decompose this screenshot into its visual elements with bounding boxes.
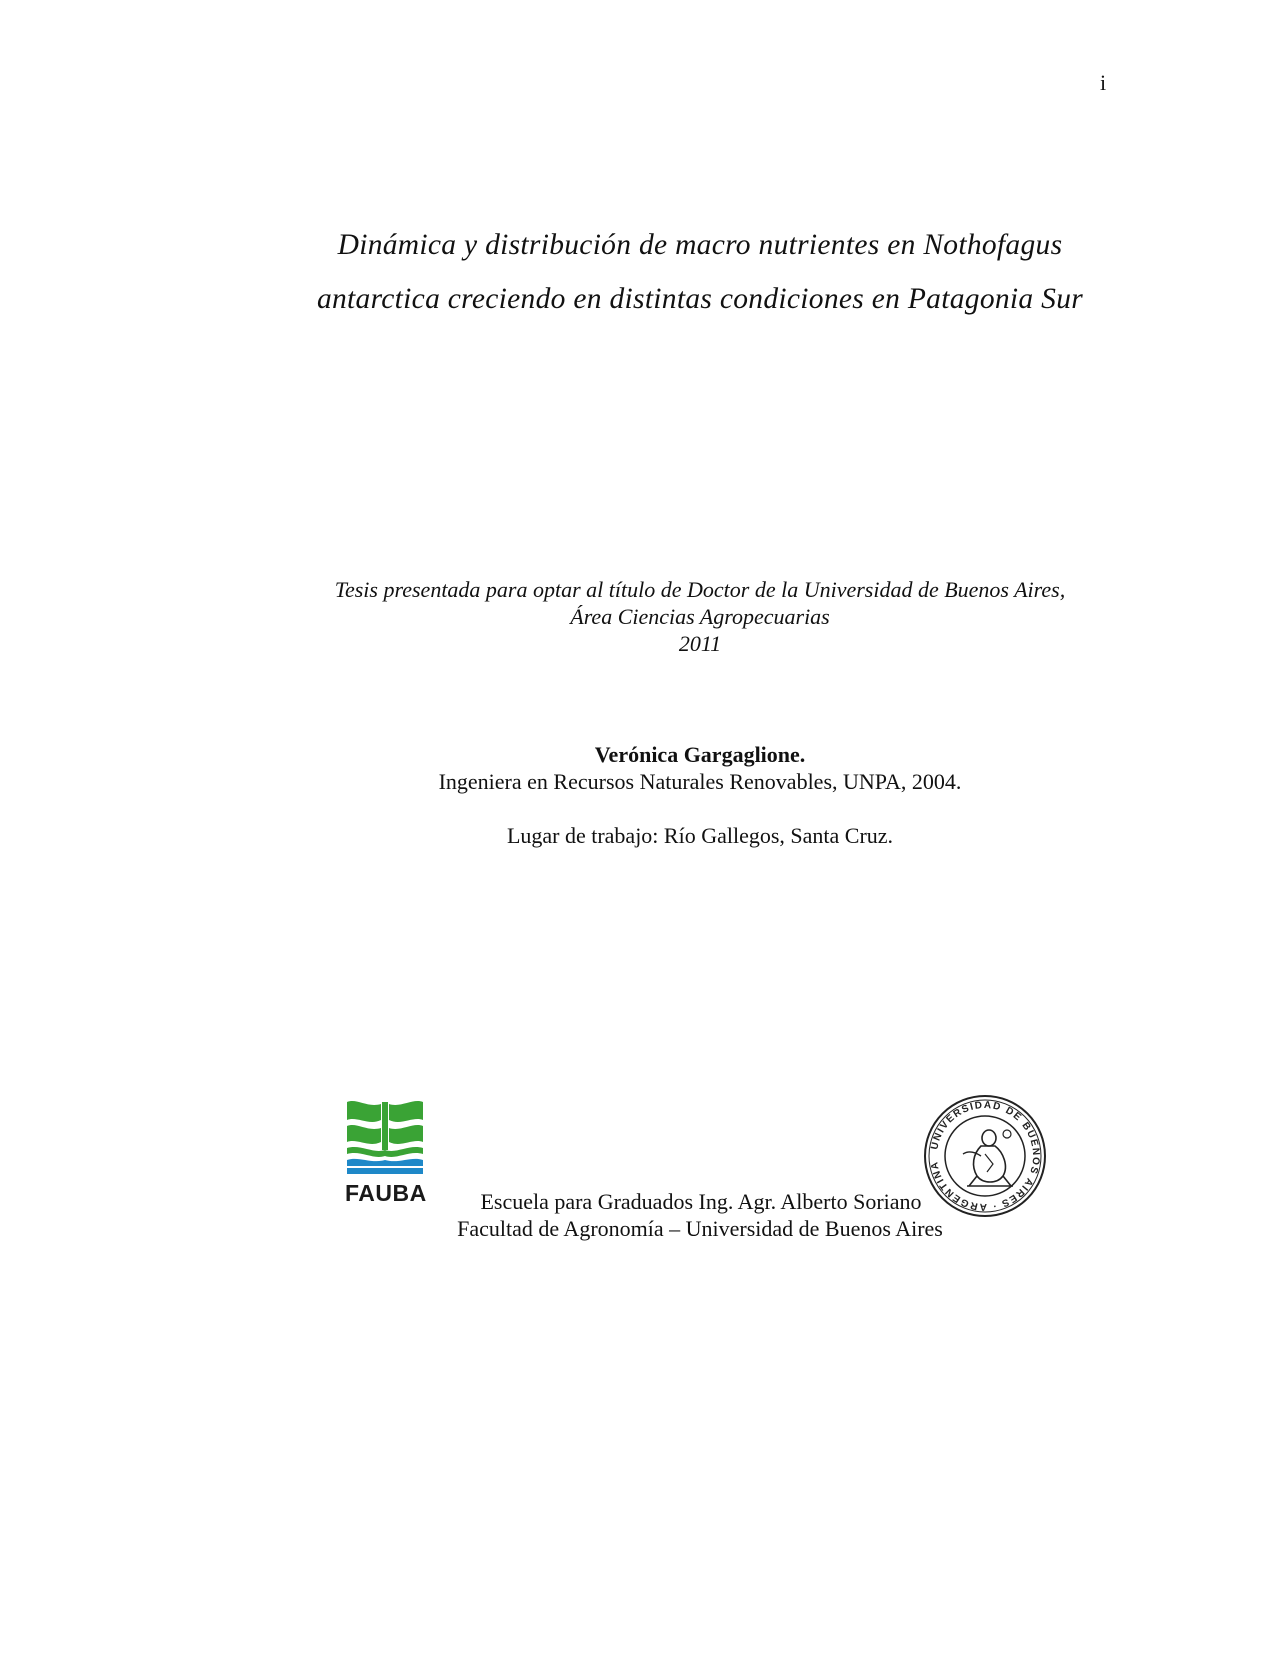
thesis-statement-line-2: Área Ciencias Agropecuarias — [570, 604, 830, 629]
school-info — [240, 1188, 1160, 1242]
thesis-title-line-2: antarctica creciendo en distintas condiciones en Patagonia Sur — [316, 283, 1084, 315]
thesis-statement — [240, 576, 1160, 657]
author-degree: Ingeniera en Recursos Naturales Renovables, UNPA, 2004. — [438, 769, 962, 794]
page-number: i — [1100, 70, 1107, 95]
thesis-year: 2011 — [678, 631, 722, 656]
thesis-title — [240, 218, 1160, 326]
fauba-label: FAUBA — [345, 1180, 427, 1206]
author-info — [240, 741, 1160, 849]
thesis-statement-line-1: Tesis presentada para optar al título de Doctor de la Universidad de Buenos Aires, — [334, 577, 1066, 602]
faculty-name: Facultad de Agronomía – Universidad de Buenos Aires — [457, 1216, 943, 1241]
author-workplace: Lugar de trabajo: Río Gallegos, Santa Cruz. — [506, 823, 894, 848]
svg-text:UNIVERSIDAD DE BUENOS AIRES ·: UNIVERSIDAD DE BUENOS AIRES · ARGENTINA — [929, 1099, 1042, 1213]
fauba-emblem-icon — [345, 1098, 425, 1176]
author-name: Verónica Gargaglione. — [594, 742, 806, 767]
school-name: Escuela para Graduados Ing. Agr. Alberto Soriano — [480, 1189, 922, 1214]
thesis-title-line-1: Dinámica y distribución de macro nutrientes en Nothofagus — [337, 229, 1063, 261]
